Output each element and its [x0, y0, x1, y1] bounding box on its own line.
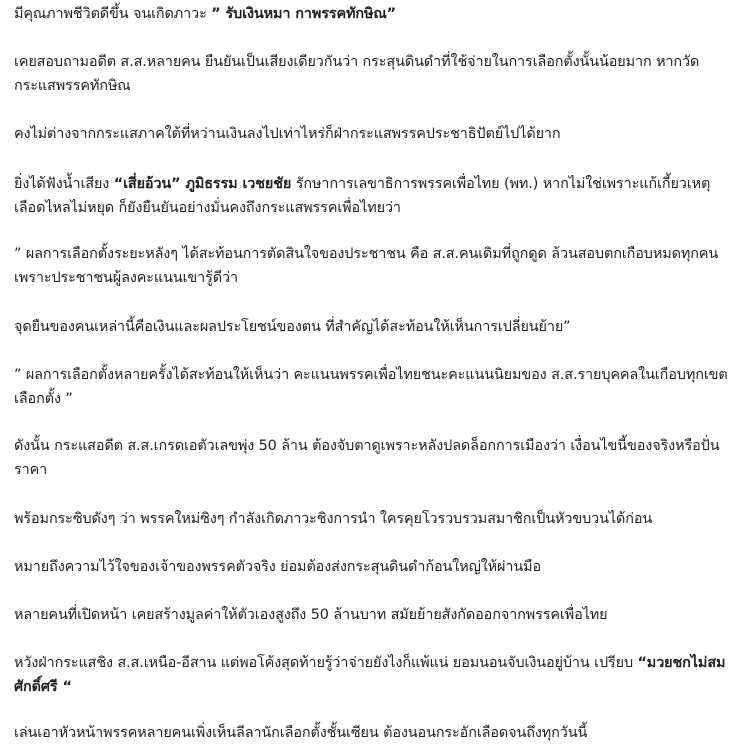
- paragraph-text: เคยสอบถามอดีต ส.ส.หลายคน ยืนยันเป็นเสียงเดียวกันว่า กระสุนดินดำที่ใช้จ่ายในการเลือกตั้งนั้นน้อยมาก หากวัดกระแสพรรคทักษิณ: [14, 54, 700, 94]
- paragraph-text: ” ผลการเลือกตั้งหลายครั้งได้สะท้อนให้เห็นว่า คะแนนพรรคเพื่อไทยชนะคะแนนนิยมของ ส.ส.รายบุคคลในเกือบทุกเขตเลือกตั้ง ”: [14, 367, 728, 407]
- paragraph-text: ” ผลการเลือกตั้งระยะหลังๆ ได้สะท้อนการตัดสินใจของประชาชน คือ ส.ส.คนเดิมที่ถูกดูด ล้วนสอบตกเกือบหมดทุกคน เพราะประชาชนผู้ลงคะแนนเขารู้ดีว่า: [14, 246, 719, 286]
- paragraph-text-after: รักษาการเลขาธิการพรรคเพื่อไทย (พท.) หากไม่ใช่เพราะแก้เกี้ยวเหตุเลือดไหลไม่หยุด ก็ยังยืนยันอย่างมั่นคงถึงกระแสพรรคเพื่อไทยว่า: [14, 176, 711, 216]
- article-paragraph-12: [14, 651, 738, 699]
- paragraph-text: มีคุณภาพชีวิตดีขึ้น จนเกิดภาวะ: [14, 6, 212, 22]
- paragraph-text: จุดยืนของคนเหล่านี้คือเงินและผลประโยชน์ของตน ที่สำคัญได้สะท้อนให้เห็นการเปลี่ยนย้าย”: [14, 319, 571, 335]
- paragraph-text: เล่นเอาหัวหน้าพรรคหลายคนเพิ่งเห็นลีลานักเลือกตั้งชั้นเซียน ต้องนอนกระอักเลือดจนถึงทุกวันนี้: [14, 725, 588, 741]
- article-paragraph-10: [14, 555, 738, 579]
- paragraph-text: พร้อมกระซิบดังๆ ว่า พรรคใหม่ซิงๆ กำลังเกิดภาวะชิงการนำ ใครคุยโวรวบรวมสมาชิกเป็นหัวขบวนได้ก่อน: [14, 511, 653, 527]
- article-paragraph-5: [14, 242, 738, 290]
- article-paragraph-4: [14, 172, 738, 220]
- paragraph-bold-quote: “มวยชกไม่สมศักดิ์ศรี “: [14, 655, 726, 695]
- paragraph-text: หวังฝ่ากระแสชิง ส.ส.เหนือ-อีสาน แต่พอโค้งสุดท้ายรู้ว่าจ่ายยังไงก็แพ้แน่ ยอมนอนจับเงินอยู่บ้าน เปรียบ: [14, 655, 638, 671]
- article-paragraph-3: [14, 122, 738, 146]
- article-paragraph-13: [14, 721, 738, 745]
- article-paragraph-11: [14, 603, 738, 627]
- article-paragraph-2: [14, 50, 738, 98]
- paragraph-text: หลายคนที่เปิดหน้า เคยสร้างมูลค่าให้ตัวเองสูงถึง 50 ล้านบาท สมัยย้ายสังกัดออกจากพรรคเพื่อไทย: [14, 607, 608, 623]
- paragraph-bold-quote: ” รับเงินหมา กาพรรคทักษิณ”: [211, 6, 397, 22]
- paragraph-text: ดังนั้น กระแสอดีต ส.ส.เกรดเอตัวเลขพุ่ง 50 ล้าน ต้องจับตาดูเพราะหลังปลดล็อกการเมืองว่า เงื่อนไขนี้ของจริงหรือปั่นราคา: [14, 438, 720, 478]
- article-paragraph-1: [14, 2, 738, 26]
- article-paragraph-6: [14, 315, 738, 339]
- paragraph-text: หมายถึงความไว้ใจของเจ้าของพรรคตัวจริง ย่อมต้องส่งกระสุนดินดำก้อนใหญ่ให้ผ่านมือ: [14, 559, 542, 575]
- paragraph-bold-name: “เสี่ยอ้วน” ภูมิธรรม เวชยชัย: [113, 176, 292, 192]
- paragraph-text-before: ยิ่งได้ฟังน้ำเสียง: [14, 176, 114, 192]
- article-paragraph-9: [14, 507, 738, 531]
- article-paragraph-8: [14, 434, 738, 482]
- paragraph-text: คงไม่ต่างจากกระแสภาคใต้ที่หว่านเงินลงไปเท่าไหร่ก็ฝ่ากระแสพรรคประชาธิปัตย์ไปได้ยาก: [14, 126, 561, 142]
- article-paragraph-7: [14, 363, 738, 411]
